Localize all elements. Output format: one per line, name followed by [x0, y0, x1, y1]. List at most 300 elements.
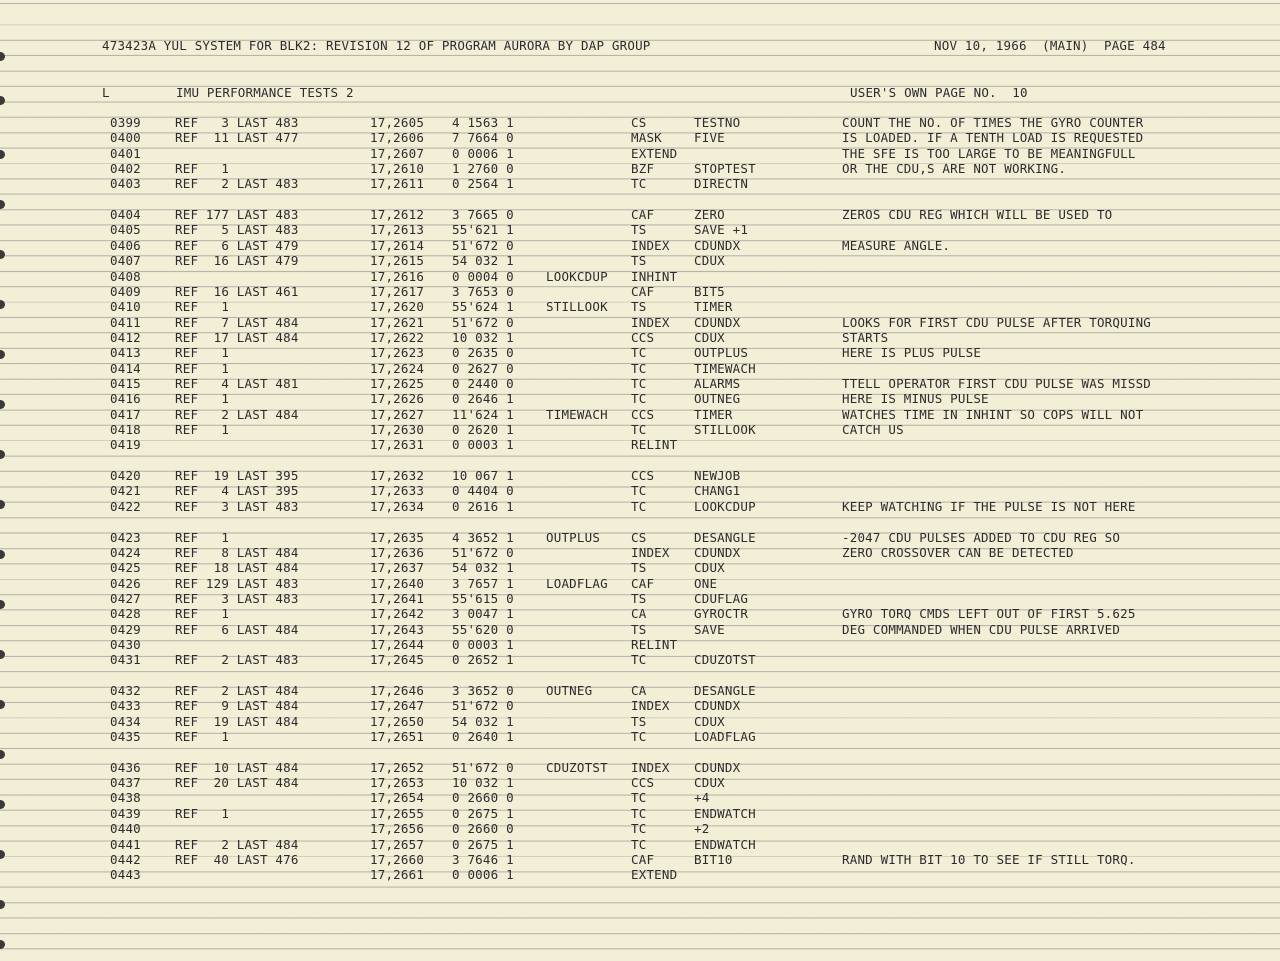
tractor-hole [0, 96, 5, 105]
line-number: 0410 [110, 299, 141, 315]
address-field: 17,2650 [370, 713, 425, 729]
comment-field: STARTS [842, 329, 889, 345]
operand-field: CDUZOTST [694, 652, 756, 668]
label-field: OUTNEG [546, 683, 593, 698]
octal-code: 51'672 0 [452, 759, 514, 775]
operand-field: ZERO [694, 207, 725, 223]
opcode-field: TC [631, 360, 647, 376]
opcode-field: CS [631, 115, 647, 130]
operand-field: GYROCTR [694, 606, 749, 622]
comment-field: ZERO CROSSOVER CAN BE DETECTED [842, 544, 1074, 560]
comment-field: IS LOADED. IF A TENTH LOAD IS REQUESTED [842, 130, 1144, 146]
opcode-field: TC [631, 790, 647, 806]
operand-field: NEWJOB [694, 468, 741, 484]
address-field: 17,2626 [370, 391, 425, 407]
octal-code: 0 2675 1 [452, 836, 514, 852]
line-number: 0412 [110, 329, 141, 345]
address-field: 17,2611 [370, 176, 425, 192]
operand-field: ENDWATCH [694, 805, 756, 821]
line-number: 0427 [110, 590, 141, 606]
line-number: 0431 [110, 652, 141, 668]
tractor-hole [0, 52, 5, 61]
ref-field: REF 4 LAST 395 [175, 483, 299, 499]
ref-field: REF 16 LAST 461 [175, 283, 299, 299]
ref-field: REF 1 [175, 729, 230, 744]
ref-field: REF 18 LAST 484 [175, 560, 299, 576]
opcode-field: CCS [631, 468, 655, 484]
line-number: 0426 [110, 575, 141, 591]
label-field: TIMEWACH [546, 406, 608, 422]
section-marker: L [102, 85, 110, 100]
ref-field: REF 1 [175, 805, 230, 821]
line-number: 0411 [110, 314, 141, 330]
address-field: 17,2642 [370, 606, 425, 622]
operand-field: CDUNDX [694, 544, 741, 560]
listing-header-title: 473423A YUL SYSTEM FOR BLK2: REVISION 12 OF PROGRAM AURORA BY DAP GROUP [102, 38, 651, 53]
operand-field: CDUNDX [694, 314, 741, 330]
opcode-field: CAF [631, 207, 655, 223]
octal-code: 54 032 1 [452, 713, 514, 729]
octal-code: 55'620 0 [452, 621, 514, 637]
line-number: 0422 [110, 498, 141, 514]
opcode-field: TC [631, 422, 647, 437]
comment-field: KEEP WATCHING IF THE PULSE IS NOT HERE [842, 498, 1136, 514]
address-field: 17,2630 [370, 422, 425, 437]
opcode-field: INDEX [631, 314, 670, 330]
ref-field: REF 1 [175, 422, 230, 437]
opcode-field: EXTEND [631, 867, 678, 883]
address-field: 17,2616 [370, 268, 425, 284]
address-field: 17,2656 [370, 821, 425, 837]
operand-field: +4 [694, 790, 710, 806]
line-number: 0403 [110, 176, 141, 192]
ref-field: REF 3 LAST 483 [175, 498, 299, 514]
octal-code: 51'672 0 [452, 237, 514, 253]
ref-field: REF 2 LAST 484 [175, 683, 299, 698]
line-number: 0428 [110, 606, 141, 622]
address-field: 17,2612 [370, 207, 425, 223]
address-field: 17,2627 [370, 406, 425, 422]
address-field: 17,2657 [370, 836, 425, 852]
line-number: 0437 [110, 775, 141, 791]
comment-field: MEASURE ANGLE. [842, 237, 951, 253]
operand-field: ALARMS [694, 376, 741, 391]
tractor-hole [0, 450, 5, 459]
operand-field: OUTNEG [694, 391, 741, 407]
comment-field: LOOKS FOR FIRST CDU PULSE AFTER TORQUING [842, 314, 1152, 330]
operand-field: STOPTEST [694, 161, 756, 176]
octal-code: 0 0003 1 [452, 437, 514, 453]
comment-field: THE SFE IS TOO LARGE TO BE MEANINGFULL [842, 145, 1136, 161]
operand-field: DIRECTN [694, 176, 749, 192]
comment-field: -2047 CDU PULSES ADDED TO CDU REG SO [842, 529, 1121, 545]
octal-code: 0 2660 0 [452, 821, 514, 837]
octal-code: 0 2616 1 [452, 498, 514, 514]
operand-field: ONE [694, 575, 718, 591]
address-field: 17,2637 [370, 560, 425, 576]
address-field: 17,2621 [370, 314, 425, 330]
opcode-field: TS [631, 222, 647, 238]
opcode-field: TC [631, 176, 647, 192]
operand-field: SAVE +1 [694, 222, 749, 238]
operand-field: CDUX [694, 713, 725, 729]
address-field: 17,2624 [370, 360, 425, 376]
tractor-hole [0, 650, 5, 659]
operand-field: LOOKCDUP [694, 498, 756, 514]
line-number: 0420 [110, 468, 141, 484]
comment-field: TTELL OPERATOR FIRST CDU PULSE WAS MISSD [842, 376, 1152, 391]
operand-field: CDUFLAG [694, 590, 749, 606]
label-field: LOOKCDUP [546, 268, 608, 284]
line-number: 0400 [110, 130, 141, 146]
address-field: 17,2640 [370, 575, 425, 591]
ref-field: REF 1 [175, 161, 230, 176]
ref-field: REF 1 [175, 345, 230, 361]
tractor-hole [0, 200, 5, 209]
line-number: 0425 [110, 560, 141, 576]
operand-field: LOADFLAG [694, 729, 756, 744]
address-field: 17,2644 [370, 636, 425, 652]
opcode-field: TS [631, 560, 647, 576]
line-number: 0436 [110, 759, 141, 775]
line-number: 0407 [110, 253, 141, 269]
line-number: 0404 [110, 207, 141, 223]
opcode-field: INDEX [631, 698, 670, 714]
line-number: 0430 [110, 636, 141, 652]
opcode-field: MASK [631, 130, 662, 146]
ref-field: REF 1 [175, 391, 230, 407]
opcode-field: CS [631, 529, 647, 545]
opcode-field: TC [631, 729, 647, 744]
line-number: 0438 [110, 790, 141, 806]
address-field: 17,2643 [370, 621, 425, 637]
comment-field: WATCHES TIME IN INHINT SO COPS WILL NOT [842, 406, 1144, 422]
opcode-field: TS [631, 713, 647, 729]
ref-field: REF 2 LAST 484 [175, 406, 299, 422]
ref-field: REF 8 LAST 484 [175, 544, 299, 560]
ref-field: REF 1 [175, 606, 230, 622]
address-field: 17,2653 [370, 775, 425, 791]
opcode-field: CA [631, 683, 647, 698]
octal-code: 0 0003 1 [452, 636, 514, 652]
operand-field: BIT5 [694, 283, 725, 299]
ref-field: REF 4 LAST 481 [175, 376, 299, 391]
comment-field: HERE IS PLUS PULSE [842, 345, 982, 361]
octal-code: 7 7664 0 [452, 130, 514, 146]
ref-field: REF 177 LAST 483 [175, 207, 299, 223]
opcode-field: BZF [631, 161, 655, 176]
line-number: 0443 [110, 867, 141, 883]
operand-field: CHANG1 [694, 483, 741, 499]
octal-code: 0 2675 1 [452, 805, 514, 821]
line-number: 0402 [110, 161, 141, 176]
opcode-field: TC [631, 391, 647, 407]
comment-field: COUNT THE NO. OF TIMES THE GYRO COUNTER [842, 115, 1144, 130]
ref-field: REF 6 LAST 479 [175, 237, 299, 253]
octal-code: 3 7665 0 [452, 207, 514, 223]
ref-field: REF 1 [175, 299, 230, 315]
line-number: 0405 [110, 222, 141, 238]
octal-code: 0 2646 1 [452, 391, 514, 407]
comment-field: GYRO TORQ CMDS LEFT OUT OF FIRST 5.625 [842, 606, 1136, 622]
line-number: 0419 [110, 437, 141, 453]
tractor-hole [0, 940, 5, 949]
line-number: 0441 [110, 836, 141, 852]
opcode-field: TC [631, 805, 647, 821]
operand-field: BIT10 [694, 851, 733, 867]
opcode-field: EXTEND [631, 145, 678, 161]
line-number: 0418 [110, 422, 141, 437]
octal-code: 1 2760 0 [452, 161, 514, 176]
ref-field: REF 129 LAST 483 [175, 575, 299, 591]
opcode-field: TS [631, 621, 647, 637]
line-number: 0399 [110, 115, 141, 130]
opcode-field: TC [631, 652, 647, 668]
address-field: 17,2613 [370, 222, 425, 238]
line-number: 0413 [110, 345, 141, 361]
octal-code: 0 2627 0 [452, 360, 514, 376]
opcode-field: CAF [631, 851, 655, 867]
opcode-field: TC [631, 836, 647, 852]
label-field: STILLOOK [546, 299, 608, 315]
operand-field: TIMER [694, 406, 733, 422]
comment-field: ZEROS CDU REG WHICH WILL BE USED TO [842, 207, 1113, 223]
octal-code: 3 7646 1 [452, 851, 514, 867]
line-number: 0429 [110, 621, 141, 637]
line-number: 0401 [110, 145, 141, 161]
octal-code: 0 2652 1 [452, 652, 514, 668]
listing-header-date-page: NOV 10, 1966 (MAIN) PAGE 484 [934, 38, 1166, 53]
address-field: 17,2632 [370, 468, 425, 484]
octal-code: 3 3652 0 [452, 683, 514, 698]
operand-field: TESTNO [694, 115, 741, 130]
opcode-field: RELINT [631, 437, 678, 453]
octal-code: 0 2660 0 [452, 790, 514, 806]
line-number: 0440 [110, 821, 141, 837]
opcode-field: CAF [631, 575, 655, 591]
ref-field: REF 1 [175, 360, 230, 376]
tractor-hole [0, 350, 5, 359]
line-number: 0435 [110, 729, 141, 744]
address-field: 17,2633 [370, 483, 425, 499]
tractor-hole [0, 250, 5, 259]
line-number: 0414 [110, 360, 141, 376]
octal-code: 55'621 1 [452, 222, 514, 238]
operand-field: CDUNDX [694, 698, 741, 714]
opcode-field: INDEX [631, 237, 670, 253]
address-field: 17,2645 [370, 652, 425, 668]
octal-code: 0 2635 0 [452, 345, 514, 361]
ref-field: REF 1 [175, 529, 230, 545]
opcode-field: CCS [631, 775, 655, 791]
tractor-hole [0, 600, 5, 609]
ref-field: REF 16 LAST 479 [175, 253, 299, 269]
line-number: 0409 [110, 283, 141, 299]
comment-field: DEG COMMANDED WHEN CDU PULSE ARRIVED [842, 621, 1121, 637]
operand-field: TIMEWACH [694, 360, 756, 376]
line-number: 0421 [110, 483, 141, 499]
line-number: 0442 [110, 851, 141, 867]
line-number: 0433 [110, 698, 141, 714]
opcode-field: TS [631, 299, 647, 315]
users-page-number: USER'S OWN PAGE NO. 10 [850, 85, 1028, 100]
address-field: 17,2652 [370, 759, 425, 775]
opcode-field: INHINT [631, 268, 678, 284]
address-field: 17,2625 [370, 376, 425, 391]
octal-code: 4 1563 1 [452, 115, 514, 130]
ref-field: REF 2 LAST 483 [175, 652, 299, 668]
octal-code: 51'672 0 [452, 698, 514, 714]
address-field: 17,2606 [370, 130, 425, 146]
address-field: 17,2615 [370, 253, 425, 269]
operand-field: DESANGLE [694, 529, 756, 545]
comment-field: HERE IS MINUS PULSE [842, 391, 989, 407]
line-number: 0424 [110, 544, 141, 560]
operand-field: FIVE [694, 130, 725, 146]
address-field: 17,2623 [370, 345, 425, 361]
octal-code: 0 0004 0 [452, 268, 514, 284]
ref-field: REF 3 LAST 483 [175, 590, 299, 606]
address-field: 17,2654 [370, 790, 425, 806]
line-number: 0416 [110, 391, 141, 407]
octal-code: 3 7657 1 [452, 575, 514, 591]
ref-field: REF 9 LAST 484 [175, 698, 299, 714]
tractor-hole [0, 850, 5, 859]
tractor-hole [0, 400, 5, 409]
opcode-field: TC [631, 376, 647, 391]
ref-field: REF 10 LAST 484 [175, 759, 299, 775]
octal-code: 54 032 1 [452, 560, 514, 576]
octal-code: 0 0006 1 [452, 145, 514, 161]
operand-field: CDUX [694, 560, 725, 576]
operand-field: STILLOOK [694, 422, 756, 437]
address-field: 17,2631 [370, 437, 425, 453]
octal-code: 10 032 1 [452, 775, 514, 791]
line-number: 0415 [110, 376, 141, 391]
ref-field: REF 3 LAST 483 [175, 115, 299, 130]
operand-field: OUTPLUS [694, 345, 749, 361]
address-field: 17,2646 [370, 683, 425, 698]
section-title: IMU PERFORMANCE TESTS 2 [176, 85, 354, 100]
ref-field: REF 6 LAST 484 [175, 621, 299, 637]
octal-code: 0 4404 0 [452, 483, 514, 499]
comment-field: RAND WITH BIT 10 TO SEE IF STILL TORQ. [842, 851, 1136, 867]
address-field: 17,2607 [370, 145, 425, 161]
label-field: CDUZOTST [546, 759, 608, 775]
opcode-field: CCS [631, 406, 655, 422]
tractor-hole [0, 750, 5, 759]
address-field: 17,2655 [370, 805, 425, 821]
operand-field: DESANGLE [694, 683, 756, 698]
octal-code: 51'672 0 [452, 544, 514, 560]
octal-code: 0 2564 1 [452, 176, 514, 192]
tractor-hole [0, 150, 5, 159]
operand-field: CDUX [694, 775, 725, 791]
octal-code: 0 2440 0 [452, 376, 514, 391]
opcode-field: INDEX [631, 759, 670, 775]
address-field: 17,2605 [370, 115, 425, 130]
octal-code: 0 2640 1 [452, 729, 514, 744]
operand-field: CDUNDX [694, 237, 741, 253]
tractor-hole [0, 700, 5, 709]
address-field: 17,2634 [370, 498, 425, 514]
opcode-field: INDEX [631, 544, 670, 560]
octal-code: 55'615 0 [452, 590, 514, 606]
line-number: 0408 [110, 268, 141, 284]
line-number: 0417 [110, 406, 141, 422]
operand-field: SAVE [694, 621, 725, 637]
label-field: OUTPLUS [546, 529, 601, 545]
address-field: 17,2635 [370, 529, 425, 545]
opcode-field: TS [631, 253, 647, 269]
address-field: 17,2651 [370, 729, 425, 744]
octal-code: 4 3652 1 [452, 529, 514, 545]
ref-field: REF 40 LAST 476 [175, 851, 299, 867]
tractor-hole [0, 300, 5, 309]
line-number: 0434 [110, 713, 141, 729]
ref-field: REF 11 LAST 477 [175, 130, 299, 146]
tractor-hole [0, 800, 5, 809]
octal-code: 0 0006 1 [452, 867, 514, 883]
octal-code: 11'624 1 [452, 406, 514, 422]
address-field: 17,2661 [370, 867, 425, 883]
operand-field: CDUNDX [694, 759, 741, 775]
opcode-field: CAF [631, 283, 655, 299]
address-field: 17,2610 [370, 161, 425, 176]
ref-field: REF 19 LAST 484 [175, 713, 299, 729]
comment-field: OR THE CDU,S ARE NOT WORKING. [842, 161, 1067, 176]
opcode-field: TC [631, 345, 647, 361]
ref-field: REF 20 LAST 484 [175, 775, 299, 791]
address-field: 17,2617 [370, 283, 425, 299]
opcode-field: CA [631, 606, 647, 622]
line-number: 0432 [110, 683, 141, 698]
ref-field: REF 2 LAST 483 [175, 176, 299, 192]
octal-code: 3 0047 1 [452, 606, 514, 622]
octal-code: 3 7653 0 [452, 283, 514, 299]
line-number: 0406 [110, 237, 141, 253]
operand-field: CDUX [694, 329, 725, 345]
address-field: 17,2614 [370, 237, 425, 253]
label-field: LOADFLAG [546, 575, 608, 591]
line-number: 0439 [110, 805, 141, 821]
octal-code: 0 2620 1 [452, 422, 514, 437]
ref-field: REF 19 LAST 395 [175, 468, 299, 484]
octal-code: 10 067 1 [452, 468, 514, 484]
comment-field: CATCH US [842, 422, 904, 437]
operand-field: ENDWATCH [694, 836, 756, 852]
address-field: 17,2636 [370, 544, 425, 560]
ref-field: REF 2 LAST 484 [175, 836, 299, 852]
opcode-field: TC [631, 821, 647, 837]
address-field: 17,2622 [370, 329, 425, 345]
tractor-hole [0, 500, 5, 509]
opcode-field: TC [631, 498, 647, 514]
operand-field: TIMER [694, 299, 733, 315]
address-field: 17,2620 [370, 299, 425, 315]
address-field: 17,2660 [370, 851, 425, 867]
ref-field: REF 5 LAST 483 [175, 222, 299, 238]
opcode-field: CCS [631, 329, 655, 345]
octal-code: 10 032 1 [452, 329, 514, 345]
ref-field: REF 7 LAST 484 [175, 314, 299, 330]
address-field: 17,2641 [370, 590, 425, 606]
tractor-hole [0, 900, 5, 909]
address-field: 17,2647 [370, 698, 425, 714]
operand-field: CDUX [694, 253, 725, 269]
tractor-hole [0, 550, 5, 559]
octal-code: 54 032 1 [452, 253, 514, 269]
